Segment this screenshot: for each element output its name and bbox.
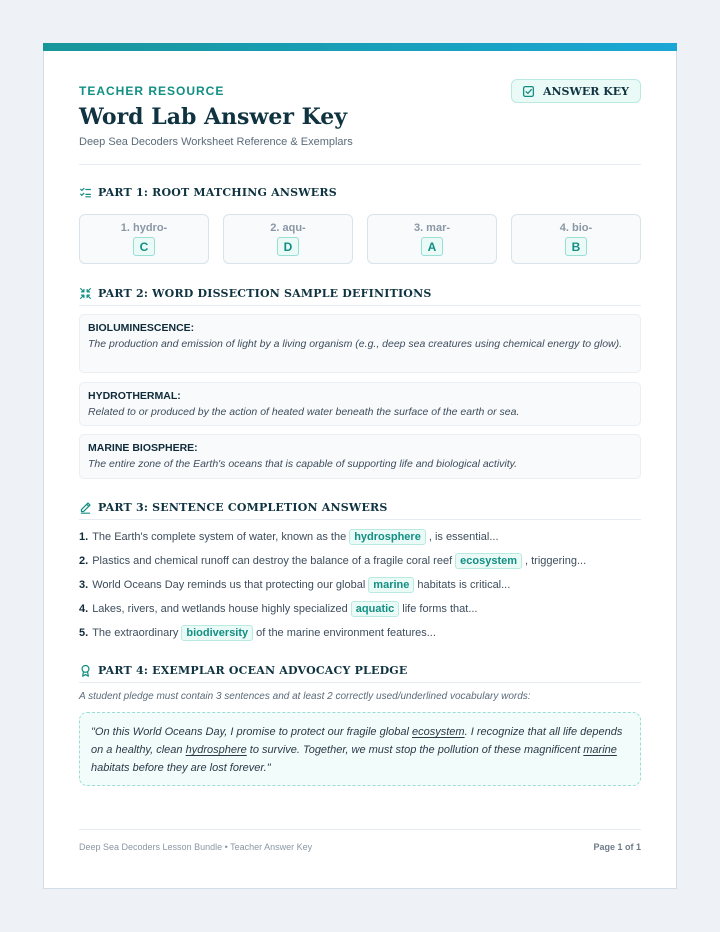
header-divider [79, 164, 641, 165]
root-answer: C [133, 237, 156, 256]
sentence-before: The Earth's complete system of water, known as the [92, 531, 347, 543]
sentence-item [79, 598, 641, 620]
definition-card [79, 434, 641, 479]
definition-text: Related to or produced by the action of heated water beneath the surface of the earth or sea. [88, 406, 520, 418]
part2-divider [79, 305, 641, 306]
root-label: 1. hydro- [120, 222, 168, 234]
root-label: 2. aqu- [270, 222, 306, 234]
pledge-vocab-word: ecosystem [412, 726, 465, 738]
sentence-number: 1. [79, 531, 89, 543]
page-title: Word Lab Answer Key [79, 104, 348, 130]
root-answer: D [277, 237, 300, 256]
answer-chip: marine [368, 577, 414, 593]
pledge-text: habitats before they are lost forever." [91, 762, 271, 774]
sentence-after: life forms that... [402, 603, 478, 615]
pledge-text: "On this World Oceans Day, I promise to protect our fragile global [91, 726, 413, 738]
answer-chip: aquatic [351, 601, 400, 617]
definition-text: The entire zone of the Earth's oceans that is capable of supporting life and biological activity. [88, 458, 518, 470]
part4-heading [79, 664, 641, 677]
sentence-after: , is essential... [428, 531, 499, 543]
part4-heading-text: PART 4: EXEMPLAR OCEAN ADVOCACY PLEDGE [98, 664, 408, 677]
sentence-number: 2. [79, 555, 89, 567]
sentence-number: 4. [79, 603, 89, 615]
footer-page-number: Page 1 of 1 [593, 842, 641, 852]
footer-divider [79, 829, 641, 830]
sentence-number: 5. [79, 627, 89, 639]
answer-chip: biodiversity [181, 625, 253, 641]
pledge-vocab-word: hydrosphere [185, 744, 247, 756]
part1-heading [79, 186, 641, 199]
definition-term: BIOLUMINESCENCE: [88, 322, 195, 334]
answer-key-page [43, 43, 677, 889]
root-answer: B [565, 237, 588, 256]
definition-term: MARINE BIOSPHERE: [88, 442, 198, 454]
sentence-after: of the marine environment features... [256, 627, 436, 639]
sentence-item [79, 526, 641, 548]
root-matching-grid [79, 214, 641, 264]
part1-heading-text: PART 1: ROOT MATCHING ANSWERS [98, 186, 337, 199]
sentence-before: World Oceans Day reminds us that protecting our global [92, 579, 366, 591]
sentence-after: habitats is critical... [417, 579, 511, 591]
answer-key-badge [511, 79, 641, 103]
page-subtitle: Deep Sea Decoders Worksheet Reference & Exemplars [79, 136, 353, 148]
root-card [511, 214, 641, 264]
shrink-arrows-icon [79, 287, 92, 300]
root-card [79, 214, 209, 264]
checklist-icon [79, 186, 92, 199]
accent-bar [43, 43, 677, 51]
root-card [367, 214, 497, 264]
definition-card [79, 314, 641, 373]
eyebrow-label: TEACHER RESOURCE [79, 84, 225, 98]
pencil-icon [79, 501, 92, 514]
sentence-before: The extraordinary [92, 627, 179, 639]
sentence-item [79, 622, 641, 644]
root-label: 4. bio- [559, 222, 593, 234]
definition-term: HYDROTHERMAL: [88, 390, 181, 402]
sentence-before: Lakes, rivers, and wetlands house highly specialized [92, 603, 348, 615]
part2-heading-text: PART 2: WORD DISSECTION SAMPLE DEFINITIONS [98, 287, 432, 300]
pledge-text: to survive. Together, we must stop the pollution of these magnificent [246, 744, 584, 756]
part3-heading [79, 501, 641, 514]
award-ribbon-icon [79, 664, 92, 677]
pledge-vocab-word: marine [583, 744, 617, 756]
sentence-before: Plastics and chemical runoff can destroy the balance of a fragile coral reef [92, 555, 453, 567]
sentence-item [79, 574, 641, 596]
part3-divider [79, 519, 641, 520]
root-card [223, 214, 353, 264]
pledge-instructions: A student pledge must contain 3 sentences and at least 2 correctly used/underlined vocabulary words: [79, 691, 531, 702]
exemplar-pledge [79, 712, 641, 786]
part2-heading [79, 287, 641, 300]
sentence-after: , triggering... [525, 555, 587, 567]
checkbox-icon [522, 85, 535, 98]
badge-label: ANSWER KEY [542, 84, 629, 98]
pledge-text: . I recognize that all life depends on a healthy, clean [91, 726, 623, 756]
sentence-number: 3. [79, 579, 89, 591]
definition-text: The production and emission of light by a living organism (e.g., deep sea creatures using chemical energy to glow). [88, 338, 623, 350]
answer-chip: hydrosphere [349, 529, 426, 545]
footer-bundle-label: Deep Sea Decoders Lesson Bundle • Teacher Answer Key [79, 842, 313, 852]
sentence-item [79, 550, 641, 572]
part4-divider [79, 682, 641, 683]
root-label: 3. mar- [413, 222, 451, 234]
definition-card [79, 382, 641, 426]
answer-chip: ecosystem [455, 553, 522, 569]
part3-heading-text: PART 3: SENTENCE COMPLETION ANSWERS [98, 501, 388, 514]
root-answer: A [421, 237, 444, 256]
